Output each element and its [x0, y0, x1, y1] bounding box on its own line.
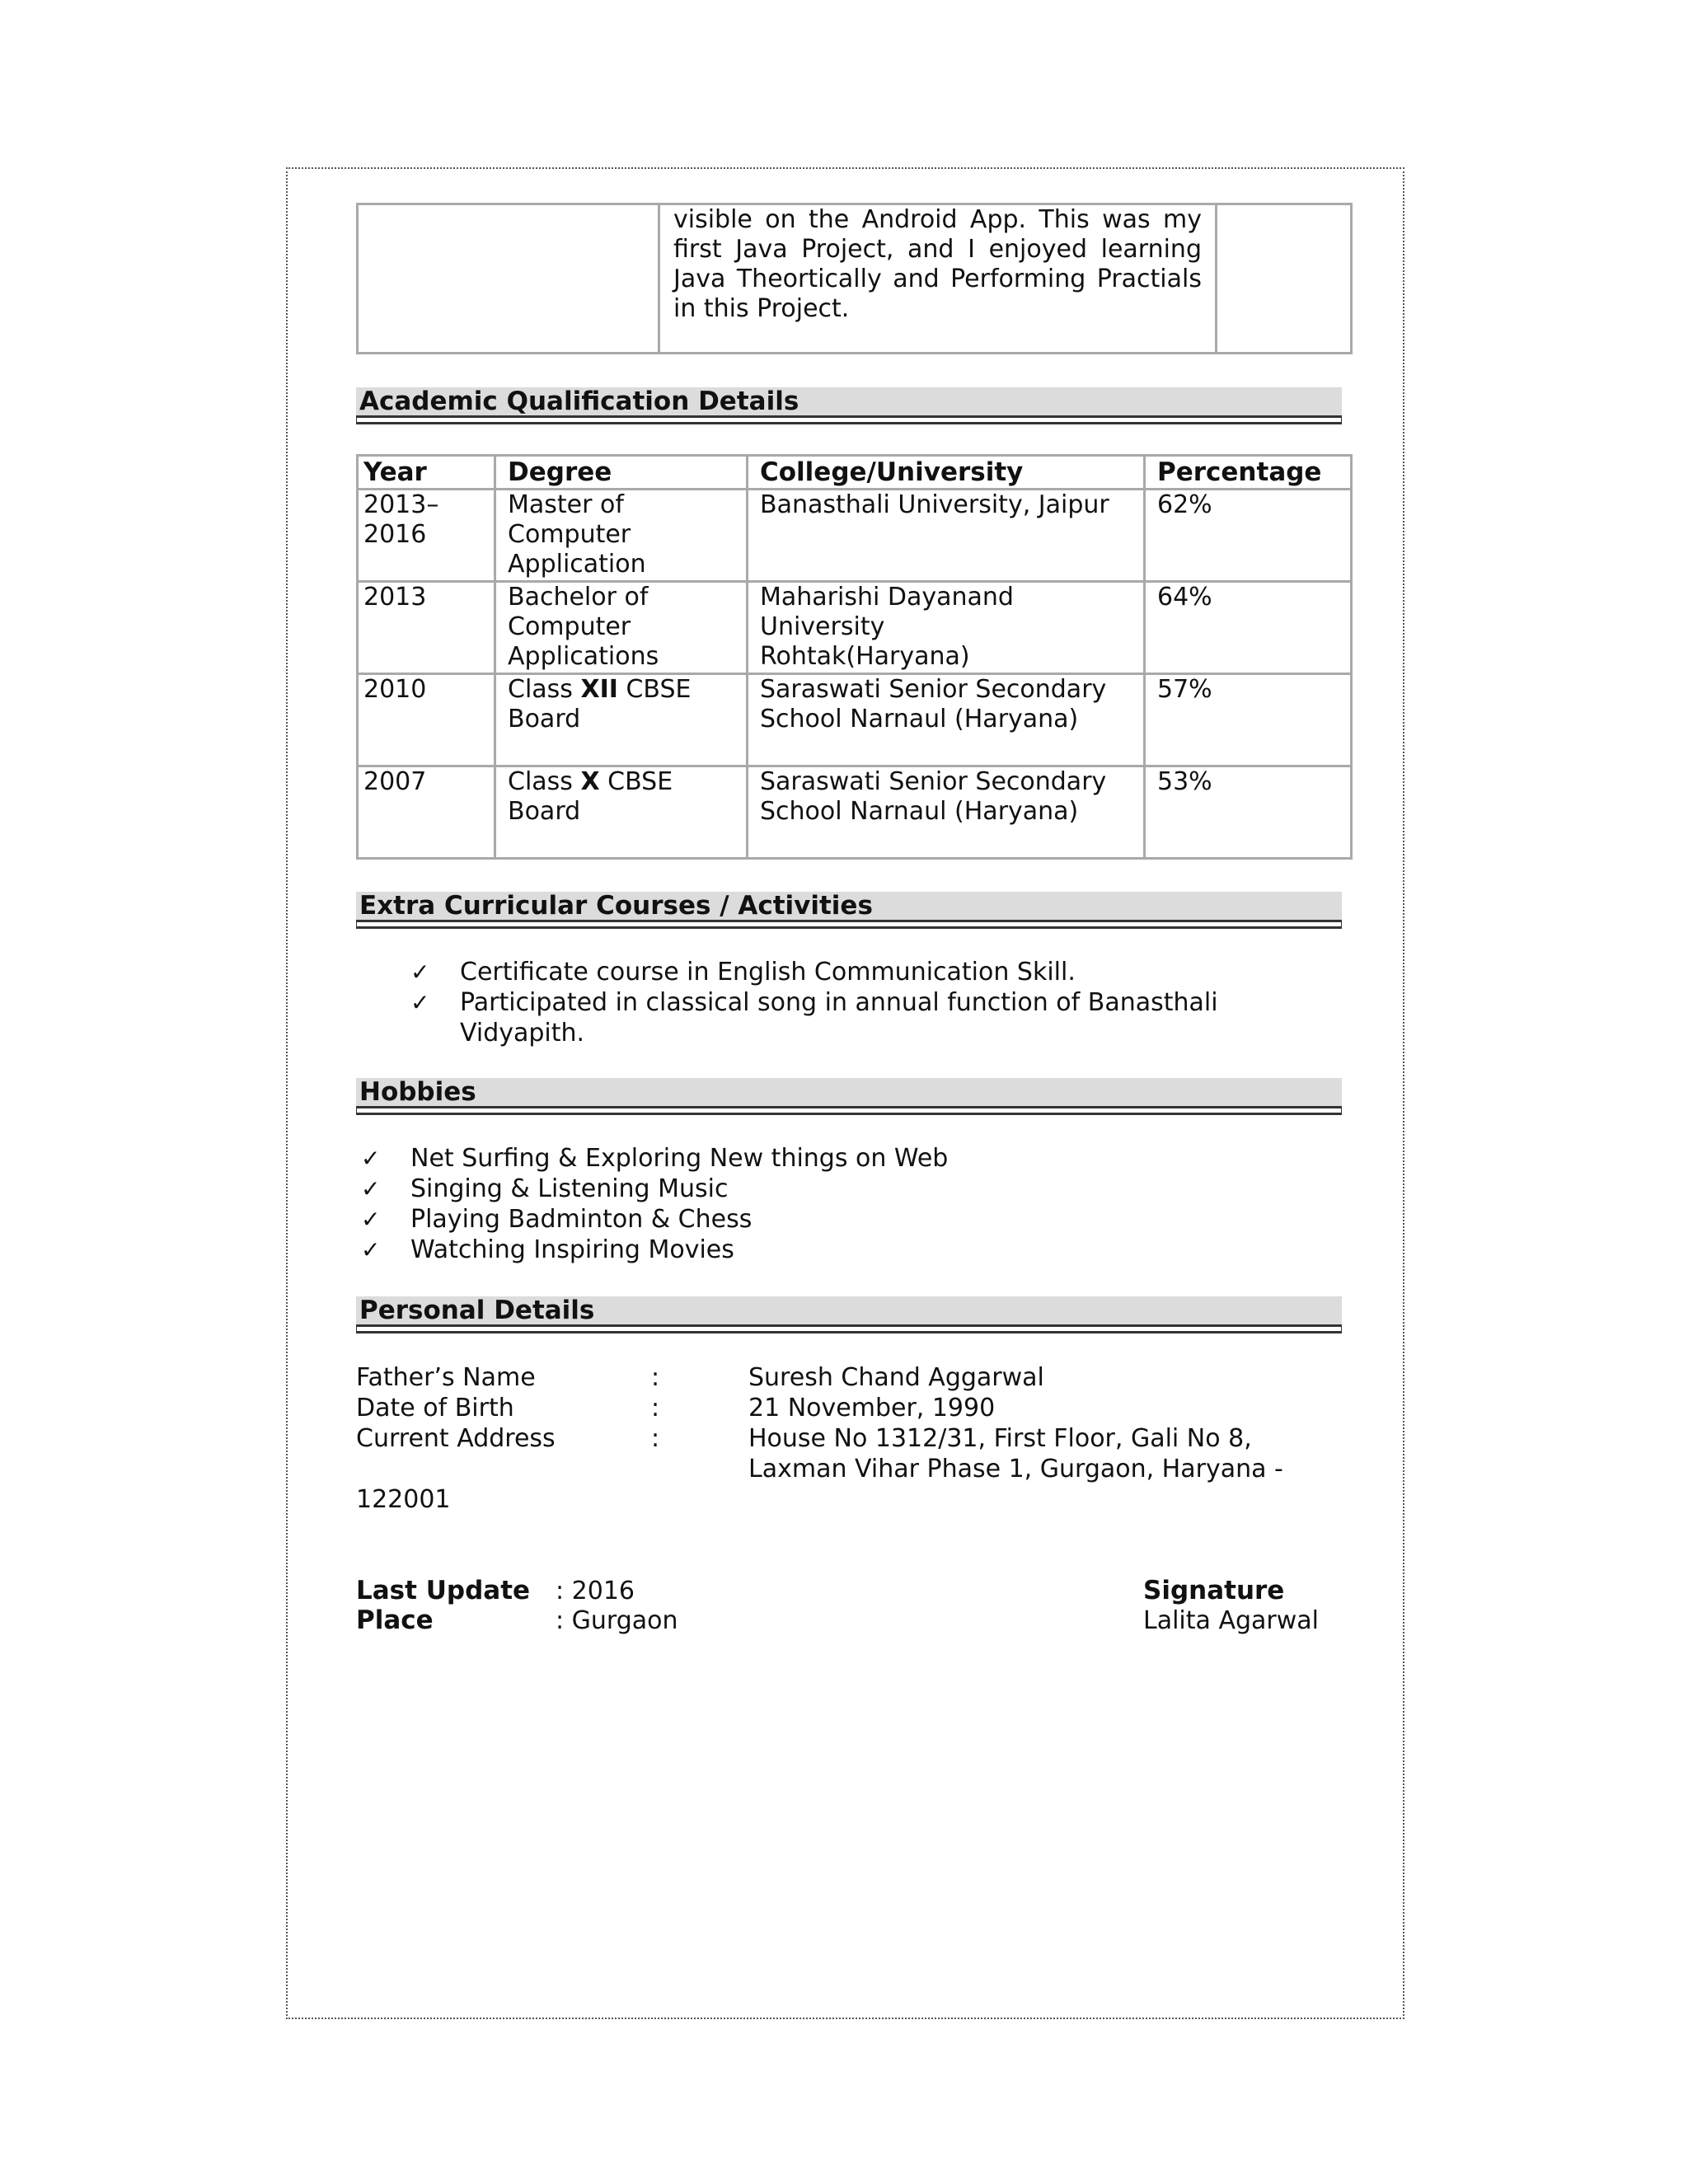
college-cell: Maharishi Dayanand University Rohtak(Haryana)	[748, 582, 1145, 674]
field-value-dob: 21 November, 1990	[748, 1394, 996, 1422]
col-header-year: Year	[358, 456, 495, 490]
degree-cell: Class XII CBSE Board	[495, 674, 748, 766]
col-header-percentage: Percentage	[1145, 456, 1352, 490]
section-header-personal	[356, 1296, 1342, 1327]
table-row	[358, 582, 1352, 674]
section-header-hobbies	[356, 1078, 1342, 1108]
section-header-academic	[356, 387, 1342, 418]
resume-page-content	[356, 203, 1350, 1635]
checkmark-icon: ✓	[361, 1175, 381, 1202]
checkmark-icon: ✓	[361, 1236, 381, 1263]
list-item: ✓ Playing Badminton & Chess	[361, 1205, 753, 1234]
table-row	[358, 674, 1352, 766]
academic-header-row	[358, 456, 1352, 490]
checkmark-icon: ✓	[410, 989, 430, 1016]
field-value-address: House No 1312/31, First Floor, Gali No 8, Laxman Vihar Phase 1, Gurgaon, Haryana -	[748, 1424, 1283, 1483]
extra-curricular-list	[410, 957, 1284, 1048]
year-cell: 2013	[358, 582, 495, 674]
last-update-value: : 2016	[556, 1577, 635, 1605]
table-row	[358, 766, 1352, 859]
address-pincode: 122001	[356, 1485, 451, 1514]
list-item: ✓ Certificate course in English Communication Skill.	[410, 958, 1076, 987]
field-colon: :	[651, 1394, 660, 1422]
year-cell: 2007	[358, 766, 495, 859]
checkmark-icon: ✓	[361, 1145, 381, 1172]
list-item: ✓ Singing & Listening Music	[361, 1174, 729, 1203]
college-cell: Saraswati Senior Secondary School Narnaul (Haryana)	[748, 674, 1145, 766]
field-colon: :	[651, 1363, 660, 1392]
field-value-father-name: Suresh Chand Aggarwal	[748, 1363, 1044, 1392]
list-item: ✓ Watching Inspiring Movies	[361, 1235, 734, 1264]
degree-cell: Class X CBSE Board	[495, 766, 748, 859]
place-label: Place	[356, 1605, 434, 1635]
project-cell-empty-left	[358, 204, 659, 354]
year-cell: 2013–2016	[358, 490, 495, 582]
academic-table	[356, 454, 1353, 860]
list-item: ✓ Net Surfing & Exploring New things on Web	[361, 1144, 949, 1173]
college-cell: Banasthali University, Jaipur	[748, 490, 1145, 582]
college-cell: Saraswati Senior Secondary School Narnaul (Haryana)	[748, 766, 1145, 859]
list-item: ✓ Participated in classical song in annual function of Banasthali Vidyapith.	[410, 988, 1218, 1047]
percentage-cell: 57%	[1145, 674, 1352, 766]
project-cell-empty-right	[1217, 204, 1352, 354]
section-header-extra-curricular	[356, 892, 1342, 922]
checkmark-icon: ✓	[361, 1206, 381, 1233]
project-table	[356, 203, 1353, 354]
signature-name: Lalita Agarwal	[1143, 1606, 1319, 1635]
col-header-college: College/University	[748, 456, 1145, 490]
table-row	[358, 490, 1352, 582]
signature-label: Signature	[1143, 1576, 1285, 1605]
hobbies-list	[361, 1143, 1317, 1265]
degree-cell: Bachelor of Computer Applications	[495, 582, 748, 674]
field-label-address: Current Address	[356, 1424, 556, 1453]
section-title-academic: Academic Qualification Details	[359, 387, 799, 416]
section-title-extra-curricular: Extra Curricular Courses / Activities	[359, 891, 873, 921]
percentage-cell: 64%	[1145, 582, 1352, 674]
section-title-hobbies: Hobbies	[359, 1077, 476, 1107]
degree-cell: Master of Computer Application	[495, 490, 748, 582]
place-value: : Gurgaon	[556, 1606, 678, 1635]
checkmark-icon: ✓	[410, 958, 430, 986]
percentage-cell: 62%	[1145, 490, 1352, 582]
field-colon: :	[651, 1424, 660, 1453]
field-label-dob: Date of Birth	[356, 1394, 514, 1422]
percentage-cell: 53%	[1145, 766, 1352, 859]
last-update-label: Last Update	[356, 1576, 531, 1605]
field-label-father-name: Father’s Name	[356, 1363, 536, 1392]
year-cell: 2010	[358, 674, 495, 766]
col-header-degree: Degree	[495, 456, 748, 490]
section-title-personal: Personal Details	[359, 1296, 595, 1325]
project-description: visible on the Android App. This was my first Java Project, and I enjoyed learning Java Theortically and Performing Practials in this Project.	[659, 204, 1217, 354]
